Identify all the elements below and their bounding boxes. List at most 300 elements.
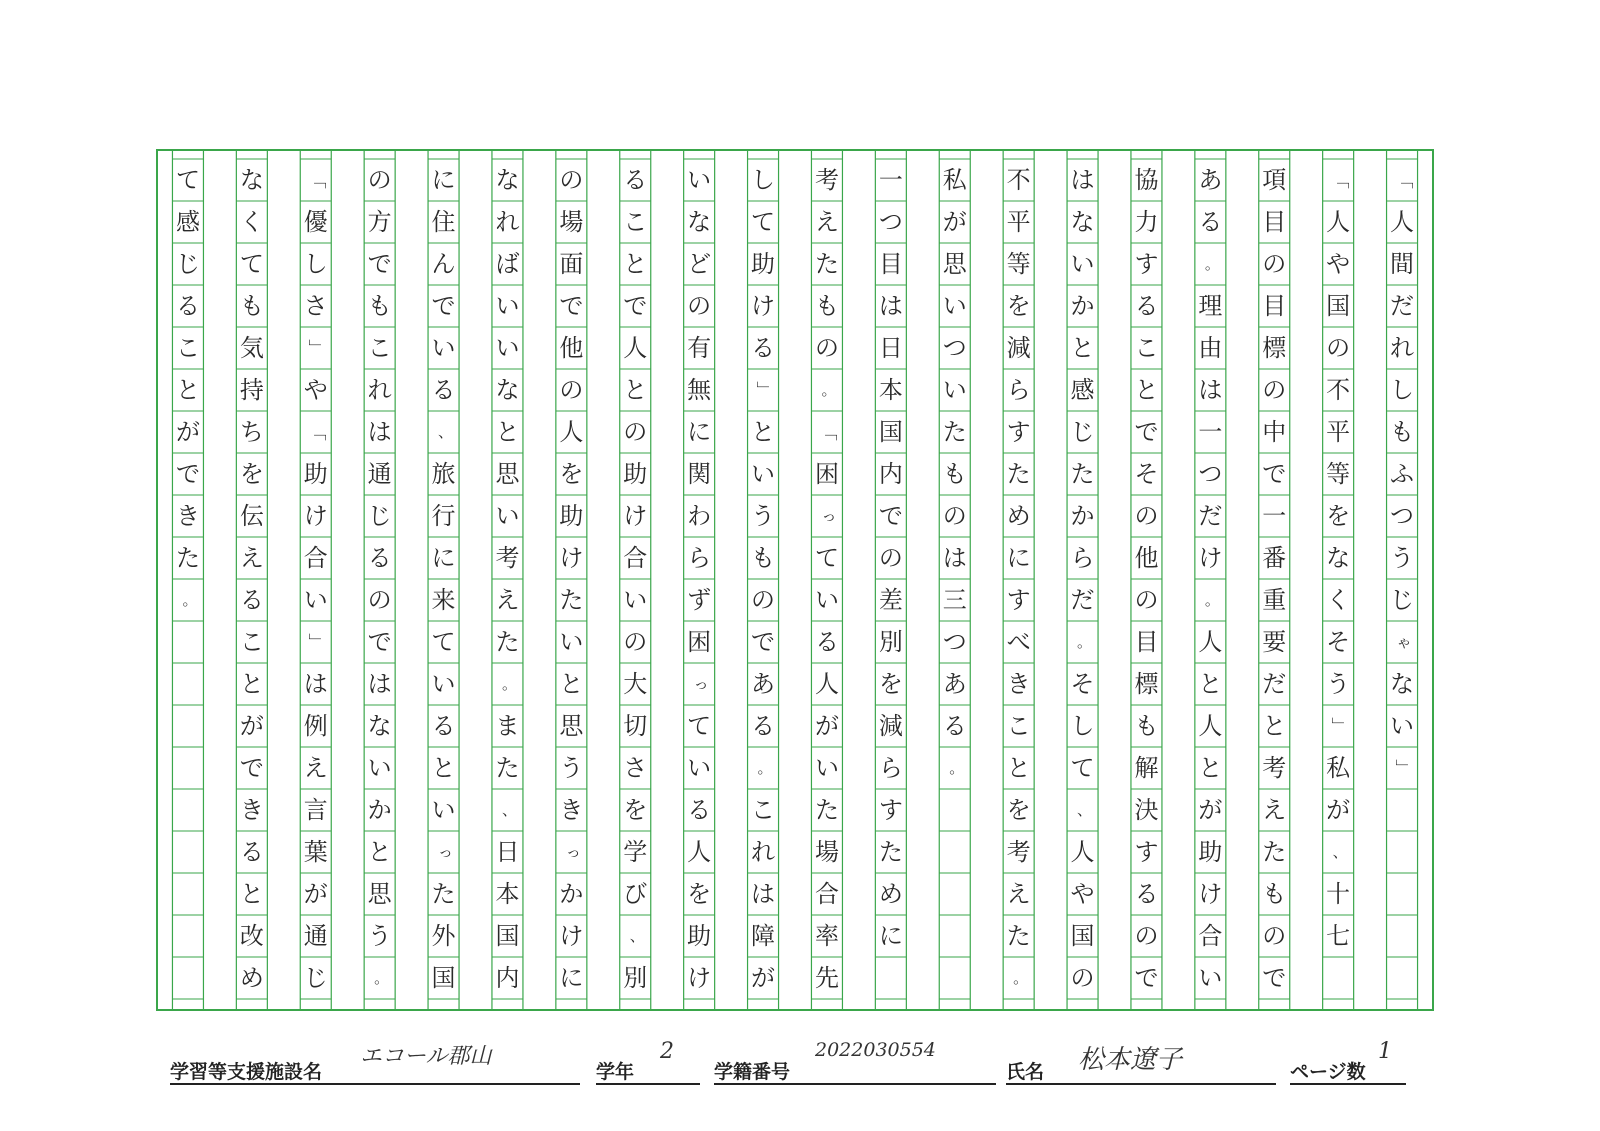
text-char: 伝	[239, 502, 264, 530]
text-column	[811, 159, 842, 999]
text-char: し	[1390, 376, 1415, 404]
text-char: 減	[878, 712, 903, 740]
grid-border	[157, 150, 1433, 1010]
text-char: 改	[239, 922, 264, 950]
text-char: け	[687, 964, 712, 992]
text-char: 日	[495, 838, 520, 866]
text-char: る	[239, 586, 264, 614]
text-char: 等	[1326, 460, 1351, 488]
text-char: 、	[1332, 843, 1348, 861]
text-char: の	[1070, 964, 1095, 992]
text-char: え	[239, 544, 264, 572]
text-char: 住	[431, 208, 456, 236]
text-char: で	[1262, 964, 1287, 992]
text-char: た	[1006, 460, 1031, 488]
text-char: 面	[559, 250, 584, 278]
text-char: が	[1198, 796, 1223, 824]
text-char: と	[1070, 334, 1095, 362]
text-char: 国	[495, 922, 520, 950]
text-char: で	[1134, 964, 1159, 992]
text-char: 一	[1262, 502, 1287, 530]
text-char: る	[1198, 208, 1223, 236]
text-char: い	[623, 586, 648, 614]
text-column	[1131, 159, 1162, 999]
text-char: と	[1198, 754, 1223, 782]
text-char: や	[1326, 250, 1351, 278]
text-char: び	[623, 880, 648, 908]
text-char: さ	[623, 754, 648, 782]
student-no-underline	[714, 1083, 996, 1085]
text-char: の	[1326, 334, 1351, 362]
text-char: け	[303, 502, 328, 530]
text-char: る	[942, 712, 967, 740]
text-char: あ	[942, 670, 967, 698]
text-char: 通	[367, 460, 392, 488]
text-char: 。	[1204, 255, 1220, 273]
text-char: も	[1262, 880, 1287, 908]
text-char: 場	[814, 838, 839, 866]
text-char: す	[878, 796, 903, 824]
text-char: 不	[1006, 166, 1031, 194]
text-char: 場	[559, 208, 584, 236]
text-char: た	[175, 544, 200, 572]
text-char: 目	[878, 250, 903, 278]
text-char: 合	[623, 544, 648, 572]
text-char: ち	[239, 418, 264, 446]
text-char: い	[495, 502, 520, 530]
facility-label: 学習等支援施設名	[170, 1061, 323, 1083]
text-char: 他	[559, 334, 584, 362]
text-char: が	[239, 712, 264, 740]
text-char: 減	[1006, 334, 1031, 362]
text-char: で	[878, 502, 903, 530]
text-char: こ	[175, 334, 200, 362]
text-char: 。	[1013, 969, 1029, 987]
text-char: 平	[1326, 418, 1351, 446]
text-char: 間	[1390, 250, 1415, 278]
text-char: ら	[1070, 544, 1095, 572]
name-label: 氏名	[1006, 1061, 1045, 1083]
text-char: き	[559, 796, 584, 824]
text-char: 感	[1070, 376, 1095, 404]
text-char: 」	[1328, 717, 1350, 735]
text-char: と	[367, 838, 392, 866]
text-char: た	[1006, 922, 1031, 950]
text-char: っ	[821, 507, 837, 525]
text-char: る	[239, 838, 264, 866]
text-char: そ	[1326, 628, 1351, 656]
text-column	[556, 159, 587, 999]
text-char: わ	[687, 502, 712, 530]
text-char: 決	[1134, 796, 1159, 824]
text-char: の	[1134, 502, 1159, 530]
text-char: 思	[367, 880, 392, 908]
text-char: の	[1262, 376, 1287, 404]
text-char: た	[878, 838, 903, 866]
text-char: 他	[1134, 544, 1159, 572]
text-char: け	[623, 502, 648, 530]
text-char: い	[1198, 964, 1223, 992]
text-char: ゃ	[1396, 633, 1412, 651]
text-char: 人	[623, 334, 648, 362]
text-char: 理	[1198, 292, 1223, 320]
text-char: 力	[1134, 208, 1159, 236]
text-char: る	[431, 376, 456, 404]
text-char: 等	[1006, 250, 1031, 278]
text-char: 目	[1134, 628, 1159, 656]
text-char: も	[1134, 712, 1159, 740]
text-char: け	[1198, 544, 1223, 572]
text-char: も	[814, 292, 839, 320]
text-char: と	[751, 418, 776, 446]
text-char: ず	[687, 586, 712, 614]
text-char: と	[239, 880, 264, 908]
text-char: の	[1262, 250, 1287, 278]
text-char: 標	[1262, 334, 1287, 362]
text-char: 七	[1326, 922, 1351, 950]
text-char: 一	[878, 166, 903, 194]
text-char: し	[751, 166, 776, 194]
text-char: 例	[303, 712, 328, 740]
text-char: 言	[303, 796, 328, 824]
text-column	[1387, 159, 1418, 999]
text-char: た	[814, 250, 839, 278]
text-char: 切	[623, 712, 648, 740]
text-char: ら	[878, 754, 903, 782]
grade-label: 学年	[596, 1061, 635, 1083]
text-column	[364, 159, 395, 999]
text-char: あ	[1198, 166, 1223, 194]
text-char: う	[1390, 544, 1415, 572]
text-char: 人	[814, 670, 839, 698]
text-char: と	[1198, 670, 1223, 698]
text-char: の	[814, 334, 839, 362]
text-char: 、	[438, 423, 454, 441]
manuscript-grid	[156, 149, 1434, 1011]
text-char: と	[1006, 754, 1031, 782]
text-char: 。	[757, 759, 773, 777]
text-char: て	[431, 628, 456, 656]
text-char: い	[687, 166, 712, 194]
text-char: ふ	[1390, 460, 1415, 488]
text-char: れ	[751, 838, 776, 866]
text-char: や	[1070, 880, 1095, 908]
text-char: 気	[239, 334, 264, 362]
text-char: が	[942, 208, 967, 236]
text-char: で	[1262, 460, 1287, 488]
text-char: た	[559, 586, 584, 614]
text-char: 関	[687, 460, 712, 488]
text-char: な	[1326, 544, 1351, 572]
text-char: る	[367, 544, 392, 572]
text-char: の	[367, 166, 392, 194]
text-char: 助	[751, 250, 776, 278]
text-char: な	[687, 208, 712, 236]
text-char: っ	[438, 843, 454, 861]
grade-underline	[596, 1083, 700, 1085]
text-char: た	[814, 796, 839, 824]
text-char: を	[559, 460, 584, 488]
text-char: 一	[1198, 418, 1223, 446]
text-char: れ	[1390, 334, 1415, 362]
text-char: あ	[751, 670, 776, 698]
text-char: は	[367, 670, 392, 698]
text-char: と	[431, 754, 456, 782]
text-char: に	[559, 964, 584, 992]
text-column	[1003, 159, 1034, 999]
text-char: め	[239, 964, 264, 992]
text-char: 重	[1262, 586, 1287, 614]
text-char: る	[687, 796, 712, 824]
text-char: け	[1198, 880, 1223, 908]
text-char: の	[751, 586, 776, 614]
text-char: 「	[305, 171, 327, 189]
text-char: い	[495, 334, 520, 362]
text-char: 」	[305, 633, 327, 651]
text-char: だ	[1390, 292, 1415, 320]
text-char: て	[751, 208, 776, 236]
text-char: 私	[1326, 754, 1351, 782]
text-char: 葉	[303, 838, 328, 866]
text-char: 本	[878, 376, 903, 404]
text-char: 項	[1262, 166, 1287, 194]
text-char: 合	[1198, 922, 1223, 950]
text-char: の	[687, 292, 712, 320]
text-char: た	[495, 628, 520, 656]
manuscript-paper	[156, 149, 1434, 1011]
text-char: ら	[1006, 376, 1031, 404]
text-char: い	[942, 292, 967, 320]
text-char: つ	[942, 334, 967, 362]
text-char: 無	[687, 376, 712, 404]
text-char: じ	[303, 964, 328, 992]
text-char: を	[878, 670, 903, 698]
text-char: に	[1006, 544, 1031, 572]
text-char: と	[175, 376, 200, 404]
text-char: の	[623, 418, 648, 446]
text-char: を	[1006, 796, 1031, 824]
text-char: 行	[431, 502, 456, 530]
text-char: 由	[1198, 334, 1223, 362]
text-char: き	[239, 796, 264, 824]
text-char: が	[1326, 796, 1351, 824]
text-char: 感	[175, 208, 200, 236]
text-char: は	[303, 670, 328, 698]
text-char: て	[687, 712, 712, 740]
text-char: 人	[559, 418, 584, 446]
text-char: で	[367, 628, 392, 656]
text-char: 目	[1262, 292, 1287, 320]
text-char: 先	[814, 964, 839, 992]
text-char: と	[559, 670, 584, 698]
text-char: こ	[751, 796, 776, 824]
text-char: 十	[1326, 880, 1351, 908]
text-char: に	[431, 544, 456, 572]
text-char: で	[1134, 418, 1159, 446]
text-char: こ	[1134, 334, 1159, 362]
text-char: て	[175, 166, 200, 194]
text-char: も	[751, 544, 776, 572]
text-char: で	[239, 754, 264, 782]
text-char: だ	[1262, 670, 1287, 698]
text-char: 大	[623, 670, 648, 698]
text-char: た	[1262, 838, 1287, 866]
text-char: 人	[687, 838, 712, 866]
text-char: し	[1070, 712, 1095, 740]
text-char: 外	[431, 922, 456, 950]
text-char: は	[1070, 166, 1095, 194]
text-char: う	[1326, 670, 1351, 698]
text-char: つ	[1198, 460, 1223, 488]
text-char: じ	[1390, 586, 1415, 614]
text-char: 困	[687, 628, 712, 656]
text-char: 別	[878, 628, 903, 656]
text-char: い	[1070, 250, 1095, 278]
text-char: い	[303, 586, 328, 614]
text-char: る	[751, 334, 776, 362]
text-char: る	[751, 712, 776, 740]
text-char: し	[303, 250, 328, 278]
text-char: 困	[814, 460, 839, 488]
text-char: に	[687, 418, 712, 446]
text-char: は	[942, 544, 967, 572]
text-char: 考	[814, 166, 839, 194]
text-char: 考	[1262, 754, 1287, 782]
text-char: の	[1134, 922, 1159, 950]
text-char: こ	[239, 628, 264, 656]
text-char: い	[431, 670, 456, 698]
text-char: じ	[367, 502, 392, 530]
text-char: の	[942, 502, 967, 530]
text-column	[875, 159, 906, 999]
text-char: 」	[305, 339, 327, 357]
text-column	[939, 159, 970, 999]
text-char: 人	[1326, 208, 1351, 236]
text-char: じ	[1070, 418, 1095, 446]
text-char: か	[559, 880, 584, 908]
text-char: め	[878, 880, 903, 908]
text-char: い	[559, 628, 584, 656]
grade-value: 2	[660, 1039, 674, 1064]
text-char: て	[1070, 754, 1095, 782]
text-char: 。	[501, 675, 517, 693]
text-char: 助	[303, 460, 328, 488]
text-char: と	[623, 250, 648, 278]
facility-value: エコール郡山	[360, 1044, 492, 1069]
text-char: け	[559, 544, 584, 572]
text-char: と	[1262, 712, 1287, 740]
text-char: は	[878, 292, 903, 320]
text-char: は	[751, 880, 776, 908]
text-char: 。	[1204, 591, 1220, 609]
text-column	[748, 159, 779, 999]
text-char: っ	[693, 675, 709, 693]
text-char: の	[1134, 586, 1159, 614]
text-char: ど	[687, 250, 712, 278]
text-char: い	[495, 292, 520, 320]
text-column	[620, 159, 651, 999]
text-char: 思	[495, 460, 520, 488]
text-char: も	[239, 292, 264, 320]
text-char: 本	[495, 880, 520, 908]
text-char: つ	[1390, 502, 1415, 530]
text-char: れ	[495, 208, 520, 236]
page-value: 1	[1378, 1039, 1392, 1064]
text-char: 目	[1262, 208, 1287, 236]
text-char: 学	[623, 838, 648, 866]
text-char: い	[431, 796, 456, 824]
text-char: 「	[305, 423, 327, 441]
text-char: 三	[942, 586, 967, 614]
text-char: 国	[878, 418, 903, 446]
text-char: と	[239, 670, 264, 698]
text-char: と	[623, 376, 648, 404]
text-char: ま	[495, 712, 520, 740]
text-char: で	[431, 292, 456, 320]
text-char: 「	[816, 423, 838, 441]
text-char: で	[559, 292, 584, 320]
text-char: じ	[175, 250, 200, 278]
text-column	[428, 159, 459, 999]
text-char: え	[495, 586, 520, 614]
text-char: 優	[303, 208, 328, 236]
text-column	[300, 159, 331, 999]
text-char: の	[1262, 922, 1287, 950]
text-char: も	[367, 292, 392, 320]
student-no-value: 2022030554	[815, 1039, 936, 1061]
text-char: る	[814, 628, 839, 656]
text-char: 助	[559, 502, 584, 530]
text-char: に	[431, 166, 456, 194]
text-char: 合	[814, 880, 839, 908]
text-char: だ	[1198, 502, 1223, 530]
text-char: 差	[878, 586, 903, 614]
text-char: 持	[239, 376, 264, 404]
text-char: い	[814, 754, 839, 782]
text-char: は	[367, 418, 392, 446]
text-char: 、	[1077, 801, 1093, 819]
text-char: 国	[1070, 922, 1095, 950]
text-char: 率	[814, 922, 839, 950]
text-char: で	[175, 460, 200, 488]
text-char: 、	[501, 801, 517, 819]
text-char: や	[303, 376, 328, 404]
text-char: で	[623, 292, 648, 320]
text-char: 合	[303, 544, 328, 572]
text-char: つ	[878, 208, 903, 236]
text-char: も	[942, 460, 967, 488]
text-char: の	[878, 544, 903, 572]
page-underline	[1290, 1083, 1406, 1085]
text-char: い	[751, 460, 776, 488]
page-label: ページ数	[1290, 1061, 1366, 1083]
text-char: た	[431, 880, 456, 908]
text-char: め	[1006, 502, 1031, 530]
text-char: そ	[1070, 670, 1095, 698]
text-char: の	[367, 586, 392, 614]
text-char: 来	[431, 586, 456, 614]
text-char: だ	[1070, 586, 1095, 614]
text-char: 有	[687, 334, 712, 362]
text-char: き	[175, 502, 200, 530]
text-char: べ	[1006, 628, 1031, 656]
text-char: 。	[949, 759, 965, 777]
text-char: る	[431, 712, 456, 740]
text-column	[172, 159, 203, 999]
text-column	[236, 159, 267, 999]
text-char: 不	[1326, 376, 1351, 404]
text-char: の	[559, 376, 584, 404]
